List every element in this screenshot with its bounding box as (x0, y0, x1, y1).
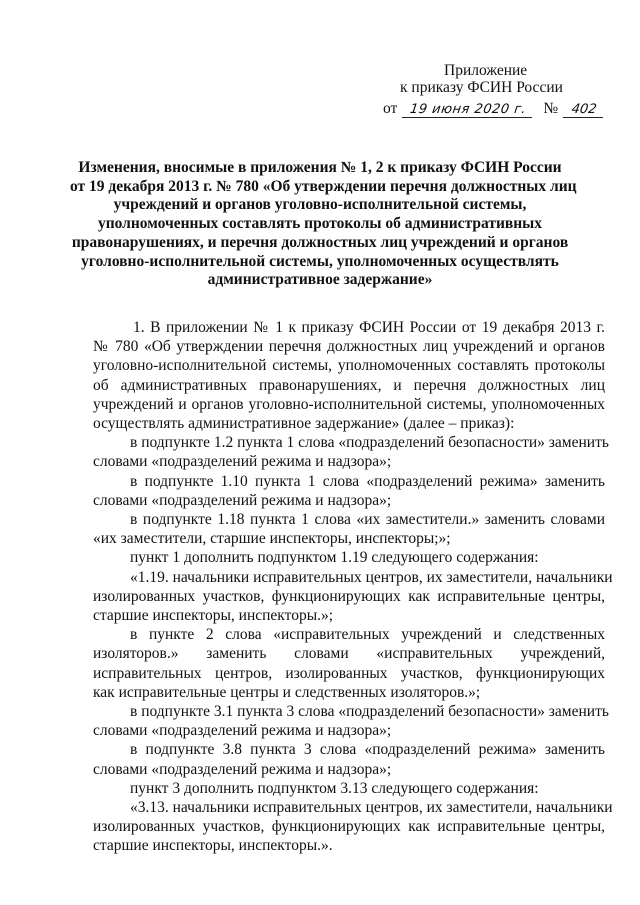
body-line: в подпункте 3.1 пункта 3 слова «подразделений безопасности» заменить (130, 703, 609, 721)
body-line: «3.13. начальники исправительных центров, их заместители, начальники (130, 799, 613, 817)
number-label: № (543, 100, 559, 117)
document-title (70, 159, 577, 290)
body-line: старшие инспекторы, инспекторы.»; (93, 607, 334, 625)
body-line: старшие инспекторы, инспекторы.». (93, 837, 333, 855)
from-label: от (383, 100, 398, 117)
title-line: правонарушениях, и перечня должностных лиц учреждений и органов (71, 233, 569, 251)
handwritten-number: 402 (563, 102, 605, 118)
body-line: пункт 1 дополнить подпунктом 1.19 следующего содержания: (130, 549, 539, 567)
body-line: словами «подразделений режима и надзора»; (93, 722, 392, 740)
body-line: в подпункте 3.8 пункта 3 слова «подразделений режима» заменить (130, 741, 605, 759)
body-line: словами «подразделений режима и надзора»; (93, 760, 392, 778)
body-line: «1.19. начальники исправительных центров, их заместители, начальники (130, 568, 613, 586)
body-line: 1. В приложении № 1 к приказу ФСИН России от 19 декабря 2013 г. (133, 319, 605, 336)
title-line: уполномоченных составлять протоколы об административных (97, 215, 543, 233)
body-line: в подпункте 1.10 пункта 1 слова «подразделений режима» заменить (130, 472, 605, 490)
body-line: исправительных центров, изолированных участков, функционирующих (93, 664, 605, 682)
body-line: изоляторов.» заменить словами «исправительных учреждений, (93, 645, 605, 663)
body-line: осуществлять административное задержание» (далее – приказ): (93, 415, 515, 433)
handwritten-date: 19 июня 2020 г. (402, 102, 534, 118)
body-line: в подпункте 1.2 пункта 1 слова «подразделений безопасности» заменить (130, 434, 609, 452)
appendix-header (0, 0, 640, 130)
title-line: уголовно-исполнительной системы, уполномоченных осуществлять (81, 252, 559, 270)
body-line: словами «подразделений режима и надзора»; (93, 491, 392, 509)
body-line: № 780 «Об утверждении перечня должностных лиц учреждений и органов (93, 338, 605, 356)
body-line: в пункте 2 слова «исправительных учреждений и следственных (130, 626, 605, 644)
document-body (93, 318, 613, 856)
title-line: административное задержание» (207, 271, 433, 289)
body-line: изолированных участков, функционирующих как исправительные центры, (93, 818, 605, 836)
title-line: Изменения, вносимые в приложения № 1, 2 к приказу ФСИН России (78, 159, 562, 176)
appendix-label: Приложение (444, 62, 528, 79)
body-line: об административных правонарушениях, и перечня должностных лиц (93, 376, 605, 394)
title-line: учреждений и органов уголовно-исполнительной системы, (113, 196, 527, 214)
body-line: уголовно-исполнительной системы, уполномоченных составлять протоколы (93, 357, 605, 375)
appendix-order-ref: к приказу ФСИН России (400, 79, 563, 96)
body-line: «их заместители, старшие инспекторы, инспекторы;»; (93, 530, 451, 548)
appendix-date-number-line (383, 100, 604, 118)
body-line: в подпункте 1.18 пункта 1 слова «их заместители.» заменить словами (130, 511, 605, 529)
body-line: словами «подразделений режима и надзора»; (93, 453, 392, 471)
body-line: как исправительные центры и следственных изоляторов.»; (93, 683, 481, 701)
title-line: от 19 декабря 2013 г. № 780 «Об утверждении перечня должностных лиц (70, 177, 577, 195)
body-line: изолированных участков, функционирующих как исправительные центры, (93, 587, 605, 605)
body-line: учреждений и органов уголовно-исполнительной системы, уполномоченных (93, 395, 605, 413)
body-line: пункт 3 дополнить подпунктом 3.13 следующего содержания: (130, 779, 539, 797)
